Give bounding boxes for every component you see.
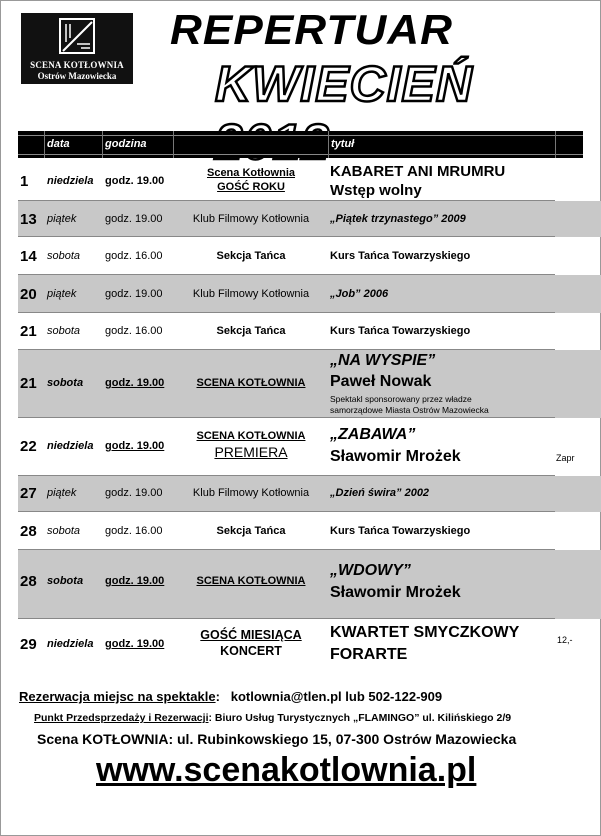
website-link[interactable]: www.scenakotlownia.pl	[96, 751, 477, 789]
row-venue: Klub Filmowy Kotłownia	[192, 487, 310, 499]
title-repertoire: REPERTUAR	[170, 6, 454, 53]
row-time: godz. 16.00	[105, 250, 163, 262]
row-time: godz. 16.00	[105, 525, 163, 537]
row-time: godz. 19.00	[105, 440, 165, 452]
row-day-number: 20	[20, 286, 37, 303]
row-title: „Piątek trzynastego” 2009	[330, 213, 466, 225]
row-day-number: 21	[20, 375, 37, 392]
row-day-number: 1	[20, 173, 29, 190]
row-title: Kurs Tańca Towarzyskiego	[330, 325, 471, 337]
row-time: godz. 19.00	[105, 575, 165, 587]
row-venue: SCENA KOTŁOWNIA	[196, 575, 306, 587]
row-time: godz. 19.00	[105, 638, 165, 650]
row-time: godz. 19.00	[105, 377, 165, 389]
table-row	[18, 350, 601, 418]
row-title-sub: Paweł Nowak	[330, 373, 432, 390]
row-title: „WDOWY”	[330, 562, 411, 579]
row-title-sub: Sławomir Mrożek	[330, 448, 461, 465]
row-title-sub: FORARTE	[330, 646, 408, 663]
row-weekday: sobota	[47, 325, 81, 337]
table-header	[18, 131, 583, 158]
header-title: tytuł	[331, 138, 355, 150]
row-day-number: 29	[20, 636, 37, 653]
row-venue: SCENA KOTŁOWNIA	[196, 430, 306, 442]
row-venue: SCENA KOTŁOWNIA	[196, 377, 306, 389]
table-row	[18, 619, 601, 675]
row-weekday: sobota	[47, 525, 81, 537]
row-venue: Sekcja Tańca	[216, 250, 286, 262]
row-title: „NA WYSPIE”	[330, 352, 436, 369]
row-time: godz. 19.00	[105, 487, 163, 499]
row-title: KWARTET SMYCZKOWY	[330, 624, 520, 641]
row-weekday: sobota	[47, 575, 84, 587]
row-day-number: 14	[20, 248, 37, 265]
row-venue: Klub Filmowy Kotłownia	[192, 213, 310, 225]
row-title: „ZABAWA”	[330, 426, 416, 443]
table-row	[18, 313, 601, 350]
row-time: godz. 19.00	[105, 213, 163, 225]
row-day-number: 22	[20, 438, 37, 455]
row-title: KABARET ANI MRUMRU	[330, 163, 506, 180]
row-day-number: 21	[20, 323, 37, 340]
row-venue: Sekcja Tańca	[216, 325, 286, 337]
logo-text-city: Ostrów Mazowiecka	[37, 71, 117, 81]
logo-mark-icon	[59, 18, 95, 54]
reservation-contact[interactable]: kotlownia@tlen.pl lub 502-122-909	[230, 689, 443, 704]
table-row	[18, 201, 601, 237]
row-day-number: 13	[20, 211, 37, 228]
row-venue: GOŚĆ MIESIĄCA	[200, 628, 302, 642]
row-extra-note: Zapr	[556, 453, 575, 463]
row-note: Spektakl sponsorowany przez władze	[330, 394, 472, 404]
table-row	[18, 275, 601, 313]
table-row	[18, 418, 601, 476]
row-time: godz. 16.00	[105, 325, 163, 337]
presale-line	[34, 712, 511, 724]
row-title: Kurs Tańca Towarzyskiego	[330, 525, 471, 537]
row-weekday: sobota	[47, 377, 84, 389]
table-row	[18, 550, 601, 619]
row-weekday: niedziela	[47, 175, 94, 187]
row-title-sub: Sławomir Mrożek	[330, 584, 461, 601]
row-title: „Job” 2006	[330, 288, 389, 300]
row-time: godz. 19.00	[105, 175, 165, 187]
logo	[21, 13, 133, 84]
table-row	[18, 158, 601, 201]
row-venue: Scena Kotłownia	[206, 167, 296, 179]
row-day-number: 28	[20, 523, 37, 540]
row-venue: Klub Filmowy Kotłownia	[192, 288, 310, 300]
row-weekday: piątek	[47, 213, 77, 225]
reservation-colon: :	[215, 689, 220, 704]
row-weekday: niedziela	[47, 440, 94, 452]
row-venue: Sekcja Tańca	[216, 525, 286, 537]
row-time: godz. 19.00	[105, 288, 163, 300]
reservation-label: Rezerwacja miejsc na spektakle	[19, 689, 216, 704]
presale-value: : Biuro Usług Turystycznych „FLAMINGO” ul. Kilińskiego 2/9	[208, 712, 512, 724]
logo-text-name: SCENA KOTŁOWNIA	[30, 60, 124, 70]
row-day-number: 28	[20, 573, 37, 590]
row-title: Kurs Tańca Towarzyskiego	[330, 250, 471, 262]
row-title-sub: Wstęp wolny	[330, 182, 422, 199]
table-row	[18, 237, 601, 275]
row-day-number: 27	[20, 485, 37, 502]
presale-label: Punkt Przedsprzedaży i Rezerwacji	[34, 712, 209, 724]
title-month: KWIECIEŃ	[215, 56, 473, 112]
row-weekday: piątek	[47, 487, 77, 499]
header-date: data	[47, 138, 70, 150]
row-extra-note: 12,-	[557, 635, 573, 645]
row-venue-sub: GOŚĆ ROKU	[217, 181, 285, 193]
row-venue-sub: KONCERT	[220, 644, 282, 658]
table-row	[18, 512, 601, 550]
reservation-line	[19, 689, 442, 704]
row-weekday: sobota	[47, 250, 81, 262]
table-row	[18, 476, 601, 512]
header-time: godzina	[105, 138, 147, 150]
venue-address: Scena KOTŁOWNIA: ul. Rubinkowskiego 15, 07-300 Ostrów Mazowiecka	[37, 731, 517, 747]
schedule-table	[18, 131, 583, 681]
row-title: „Dzień świra” 2002	[330, 487, 430, 499]
row-weekday: piątek	[47, 288, 77, 300]
row-venue-sub: PREMIERA	[214, 444, 288, 460]
row-note-2: samorządowe Miasta Ostrów Mazowiecka	[330, 405, 489, 415]
row-weekday: niedziela	[47, 638, 94, 650]
